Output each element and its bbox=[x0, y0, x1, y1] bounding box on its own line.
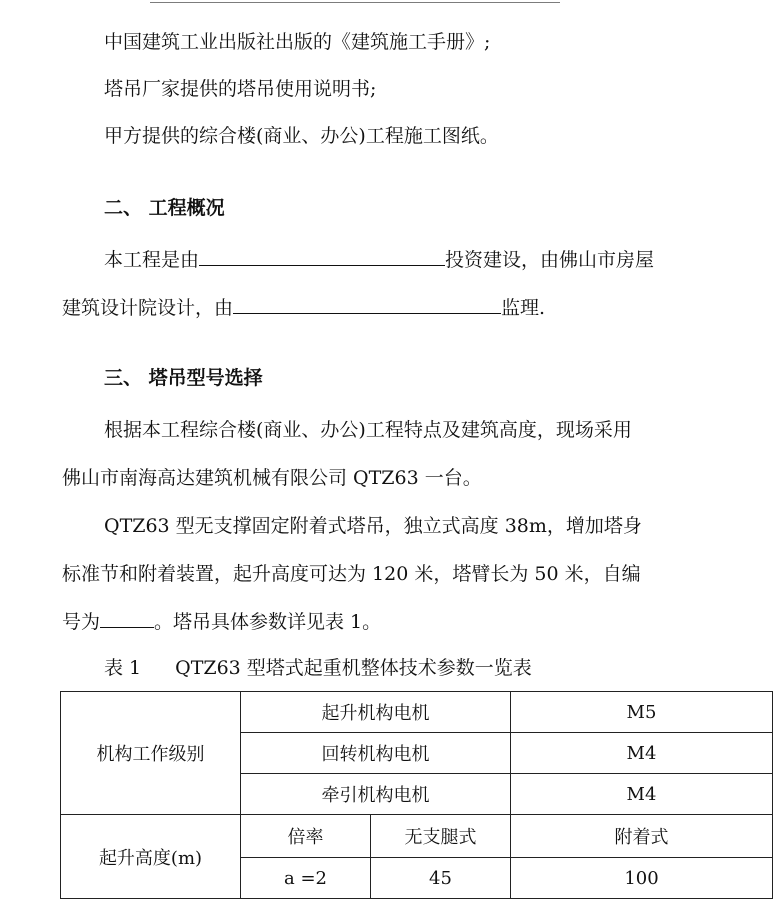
section-2-paragraph-line1 bbox=[104, 247, 654, 272]
crane-parameters-table bbox=[60, 691, 773, 899]
table-number: 表 1 bbox=[104, 657, 142, 679]
attached-header: 附着式 bbox=[511, 815, 773, 858]
freestanding-header: 无支腿式 bbox=[371, 815, 511, 858]
table-caption bbox=[104, 656, 532, 680]
mechanism-name: 牵引机构电机 bbox=[241, 774, 511, 815]
investor-suffix: 投资建设，由佛山市房屋 bbox=[445, 249, 655, 271]
table-row bbox=[61, 815, 773, 858]
lift-height-label: 起升高度(m) bbox=[61, 815, 241, 899]
mechanism-level: M4 bbox=[511, 733, 773, 774]
section-3-p2-line1: QTZ63 型无支撑固定附着式塔吊，独立式高度 38m，增加塔身 bbox=[104, 515, 642, 537]
mechanism-level: M5 bbox=[511, 692, 773, 733]
section-3-p2-line3 bbox=[62, 609, 381, 634]
mechanism-name: 回转机构电机 bbox=[241, 733, 511, 774]
serial-suffix: 。塔吊具体参数详见表 1。 bbox=[154, 611, 382, 633]
supervisor-suffix: 监理. bbox=[501, 297, 546, 319]
mechanism-name: 起升机构电机 bbox=[241, 692, 511, 733]
attached-value: 100 bbox=[511, 858, 773, 899]
section-3-p2-line2: 标准节和附着装置，起升高度可达为 120 米，塔臂长为 50 米，自编 bbox=[62, 563, 641, 585]
section-3-heading: 三、 塔吊型号选择 bbox=[104, 367, 263, 389]
serial-number-blank bbox=[100, 609, 154, 628]
section-3-p1-line2: 佛山市南海高达建筑机械有限公司 QTZ63 一台。 bbox=[62, 467, 482, 489]
serial-prefix: 号为 bbox=[62, 611, 101, 633]
ratio-value: a =2 bbox=[241, 858, 371, 899]
work-level-label: 机构工作级别 bbox=[61, 692, 241, 815]
supervisor-prefix: 建筑设计院设计，由 bbox=[62, 297, 234, 319]
table-row bbox=[61, 692, 773, 733]
table-title: QTZ63 型塔式起重机整体技术参数一览表 bbox=[175, 657, 532, 679]
ratio-header: 倍率 bbox=[241, 815, 371, 858]
clipped-previous-line bbox=[150, 0, 560, 3]
mechanism-level: M4 bbox=[511, 774, 773, 815]
freestanding-value: 45 bbox=[371, 858, 511, 899]
section-2-paragraph-line2 bbox=[62, 295, 545, 320]
section-3-p1-line1: 根据本工程综合楼(商业、办公)工程特点及建筑高度，现场采用 bbox=[104, 419, 632, 441]
reference-drawings: 甲方提供的综合楼(商业、办公)工程施工图纸。 bbox=[104, 125, 499, 147]
section-2-heading: 二、 工程概况 bbox=[104, 197, 225, 219]
reference-crane-manual: 塔吊厂家提供的塔吊使用说明书; bbox=[104, 78, 377, 100]
reference-handbook: 中国建筑工业出版社出版的《建筑施工手册》; bbox=[104, 31, 491, 53]
supervisor-blank bbox=[233, 295, 501, 314]
investor-blank bbox=[199, 247, 445, 266]
investor-prefix: 本工程是由 bbox=[104, 249, 200, 271]
